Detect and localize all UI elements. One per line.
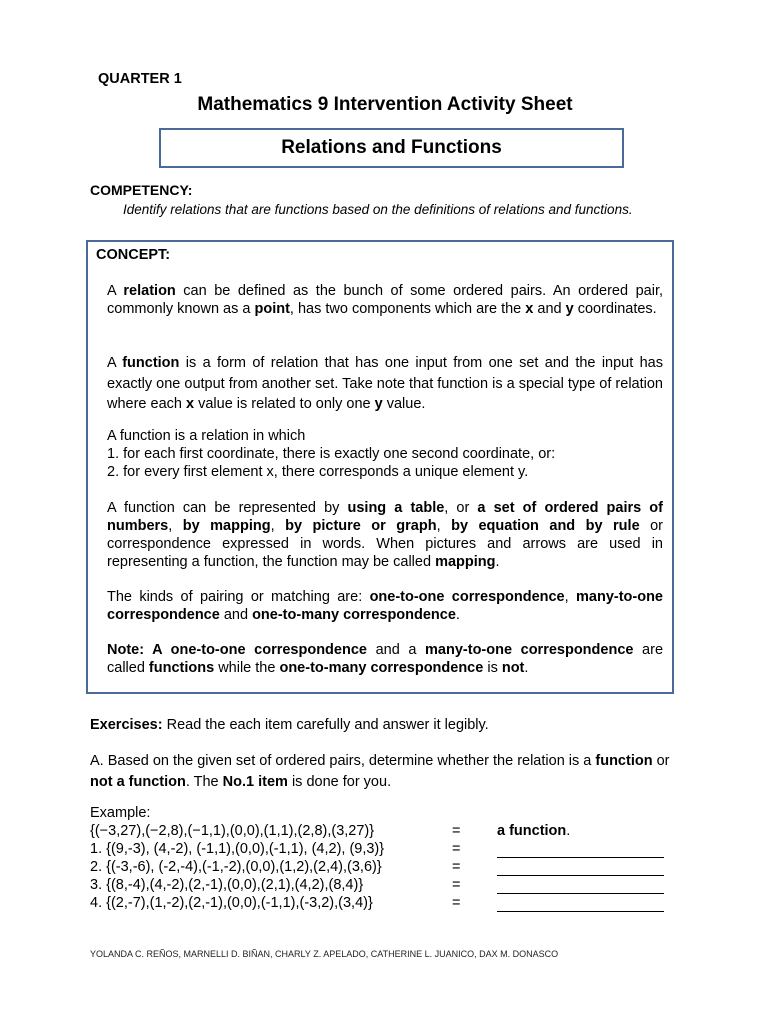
exercise-row-1: [90, 841, 670, 859]
concept-paragraph-function: A function is a form of relation that has one input from one set and the input has exactly one output from another set. Take note that function is a special type of relation where each x value is related to only one y value.: [107, 355, 663, 412]
equals-sign: =: [452, 823, 461, 839]
concept-paragraph-representation: A function can be represented by using a table, or a set of ordered pairs of numbers, by mapping, by picture or graph, by equation and by rule or correspondence expressed in words. When pictures and arrows are used in representing a function, the function may be called mapping.: [107, 500, 664, 570]
answer-blank[interactable]: [497, 893, 664, 894]
equals-sign: =: [452, 841, 461, 857]
answer-blank[interactable]: [497, 875, 664, 876]
competency-heading: COMPETENCY:: [90, 182, 193, 198]
equals-sign: =: [452, 859, 461, 875]
answer-blank[interactable]: [497, 857, 664, 858]
concept-heading: CONCEPT:: [96, 247, 171, 263]
topic-title: Relations and Functions: [281, 137, 502, 158]
ordered-pair-set: 4. {(2,-7),(1,-2),(2,-1),(0,0),(-1,1),(-3,2),(3,4)}: [90, 895, 373, 911]
ordered-pair-set: {(−3,27),(−2,8),(−1,1),(0,0),(1,1),(2,8),(3,27)}: [90, 823, 375, 839]
topic-title-box: [159, 128, 624, 168]
quarter-label: QUARTER 1: [98, 71, 182, 87]
exercises-instruction: Exercises: Read the each item carefully and answer it legibly.: [90, 717, 489, 733]
concept-paragraph-kinds: The kinds of pairing or matching are: one-to-one correspondence, many-to-one correspondence and one-to-many correspondence.: [107, 589, 663, 623]
example-label: Example:: [90, 805, 151, 821]
exercise-row-3: [90, 877, 670, 895]
concept-paragraph-definition: A function is a relation in which 1. for each first coordinate, there is exactly one second coordinate, or: 2. for every first element x, there corresponds a unique element y.: [107, 428, 556, 480]
answer-blank[interactable]: [497, 911, 664, 912]
competency-text: Identify relations that are functions based on the definitions of relations and functions.: [123, 202, 633, 217]
equals-sign: =: [452, 877, 461, 893]
equals-sign: =: [452, 895, 461, 911]
part-a-instruction: A. Based on the given set of ordered pairs, determine whether the relation is a function or not a function. The No.1 item is done for you.: [90, 753, 670, 790]
authors-footer: YOLANDA C. REÑOS, MARNELLI D. BIÑAN, CHARLY Z. APELADO, CATHERINE L. JUANICO, DAX M. DONASCO: [90, 949, 559, 959]
concept-paragraph-relation: A relation can be defined as the bunch of some ordered pairs. An ordered pair, commonly known as a point, has two components which are the x and y coordinates.: [107, 283, 663, 317]
exercise-row-4: [90, 895, 670, 913]
ordered-pair-set: 1. {(9,-3), (4,-2), (-1,1),(0,0),(-1,1), (4,2), (9,3)}: [90, 841, 385, 857]
ordered-pair-set: 3. {(8,-4),(4,-2),(2,-1),(0,0),(2,1),(4,2),(8,4)}: [90, 877, 364, 893]
page-title: Mathematics 9 Intervention Activity Sheet: [197, 94, 573, 115]
example-row: [90, 823, 670, 841]
exercise-row-2: [90, 859, 670, 877]
example-answer: a function.: [497, 823, 571, 839]
concept-paragraph-note: Note: A one-to-one correspondence and a many-to-one correspondence are called functions while the one-to-many correspondence is not.: [107, 642, 664, 676]
ordered-pair-set: 2. {(-3,-6), (-2,-4),(-1,-2),(0,0),(1,2),(2,4),(3,6)}: [90, 859, 382, 875]
